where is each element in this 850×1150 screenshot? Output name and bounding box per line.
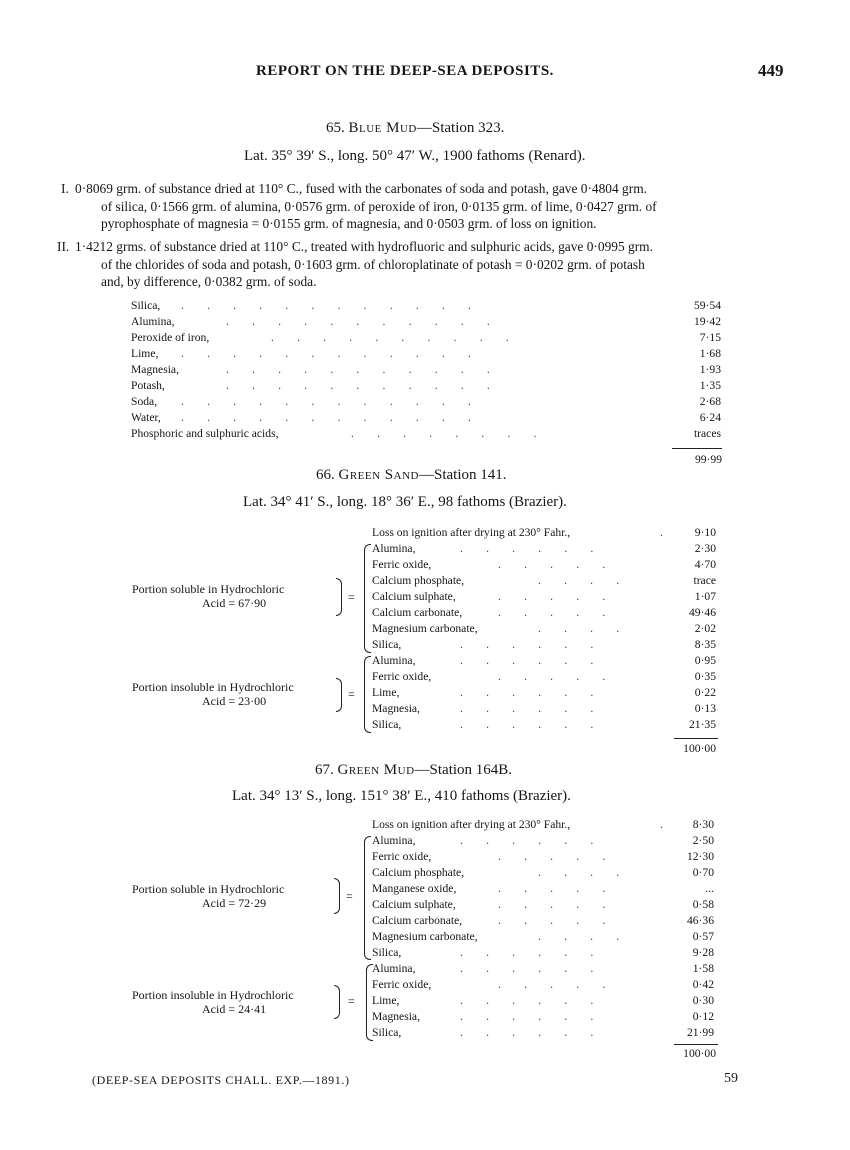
component-value: 0·42 bbox=[692, 978, 714, 991]
section-num: 66. bbox=[316, 467, 335, 483]
component-value: 0·12 bbox=[692, 1010, 714, 1023]
composition-table-67: Loss on ignition after drying at 230° Fahr., . 8·30 Alumina, . . . . . . 2·50 Ferric oxide, . . . . . 12·30 Calcium phosphate, . . . . 0·70 Manganese oxide, . . . . . ... Calcium sulphate, . . . . . 0·58 Calcium carbonate, . . . . . 46·36 Magnesium carbonate, . . . . 0·57 Silica, . . . . . . 9·28 Alumina, . . . . . . 1·58 Ferric oxide, . . . . . 0·42 Lime, . . . . . . 0·30 Magnesia, . . . . . . 0·12 Silica, . . . . . . 21·99 bbox=[372, 818, 714, 1039]
component-value: 19·42 bbox=[693, 315, 721, 328]
component-name: Peroxide of iron, bbox=[131, 331, 210, 344]
section-num: 65. bbox=[326, 120, 345, 136]
insoluble-label-brace bbox=[336, 678, 342, 712]
page-number: 449 bbox=[758, 61, 784, 80]
component-value: 46·36 bbox=[686, 914, 714, 927]
total-value: 100·00 bbox=[683, 742, 716, 755]
component-name: Silica, bbox=[372, 638, 402, 651]
component-name: Silica, bbox=[372, 946, 402, 959]
loss-label: Loss on ignition after drying at 230° Fahr., bbox=[372, 526, 571, 539]
component-name: Alumina, bbox=[372, 962, 416, 975]
component-name: Alumina, bbox=[372, 654, 416, 667]
component-value: 1·58 bbox=[692, 962, 714, 975]
soluble-label-brace bbox=[334, 878, 340, 914]
total-value: 99·99 bbox=[694, 453, 722, 466]
component-value: traces bbox=[693, 427, 721, 440]
component-name: Alumina, bbox=[372, 834, 416, 847]
insoluble-bracket bbox=[366, 964, 373, 1041]
component-name: Magnesium carbonate, bbox=[372, 622, 478, 635]
component-name: Ferric oxide, bbox=[372, 670, 432, 683]
component-value: trace bbox=[693, 574, 716, 587]
section-66-location: Lat. 34° 41′ S., long. 18° 36′ E., 98 fathoms (Brazier). bbox=[243, 494, 567, 510]
component-value: 4·70 bbox=[694, 558, 716, 571]
insoluble-portion-label bbox=[132, 680, 332, 708]
component-value: ... bbox=[705, 882, 714, 895]
total-rule bbox=[674, 738, 718, 739]
component-value: 21·35 bbox=[688, 718, 716, 731]
footer-signature: (DEEP-SEA DEPOSITS CHALL. EXP.—1891.) bbox=[92, 1073, 350, 1087]
component-value: 0·30 bbox=[692, 994, 714, 1007]
component-value: 0·22 bbox=[694, 686, 716, 699]
component-value: 1·93 bbox=[699, 363, 721, 376]
section-name: Blue Mud bbox=[348, 120, 417, 136]
component-value: 2·02 bbox=[694, 622, 716, 635]
portion-label-total: Acid = 67·90 bbox=[202, 596, 267, 610]
section-num: 67. bbox=[315, 762, 334, 778]
composition-table-65: Silica, . . . . . . . . . . . . 59·54 Alumina, . . . . . . . . . . . 19·42 Peroxide of iron, . . . . . . . . . . 7·15 Lime, . . . . . . . . . . . . 1·68 Magnesia, . . . . . . . . . . . 1·93 Potash, . . . . . . . . . . . 1·35 Soda, . . . . . . . . . . . . 2·68 Water, . . . . . . . . . . . . 6·24 Phosphoric and sulphuric acids, . . . . . . . . traces bbox=[131, 299, 721, 440]
component-name: Calcium sulphate, bbox=[372, 898, 456, 911]
component-name: Ferric oxide, bbox=[372, 850, 432, 863]
section-name: Green Sand bbox=[338, 467, 419, 483]
component-name: Magnesia, bbox=[131, 363, 179, 376]
paragraph-line: of the chlorides of soda and potash, 0·1603 grm. of chloroplatinate of potash = 0·0202 grm. of potash bbox=[101, 256, 645, 272]
section-station: —Station 323. bbox=[416, 120, 505, 136]
component-name: Silica, bbox=[131, 299, 161, 312]
analysis-paragraph-1 bbox=[61, 180, 795, 233]
loss-label: Loss on ignition after drying at 230° Fahr., bbox=[372, 818, 571, 831]
paragraph-label: I. bbox=[61, 181, 69, 196]
loss-value: 9·10 bbox=[694, 526, 716, 539]
component-value: 21·99 bbox=[686, 1026, 714, 1039]
insoluble-portion-label bbox=[132, 988, 332, 1016]
equals-sign: = bbox=[346, 889, 353, 903]
soluble-portion-label bbox=[132, 882, 332, 910]
equals-sign: = bbox=[348, 994, 355, 1008]
paragraph-line: of silica, 0·1566 grm. of alumina, 0·0576 grm. of peroxide of iron, 0·0135 grm. of lime, 0·0427 grm. of bbox=[101, 198, 657, 214]
component-value: 9·28 bbox=[692, 946, 714, 959]
component-name: Magnesia, bbox=[372, 1010, 420, 1023]
component-name: Silica, bbox=[372, 1026, 402, 1039]
section-station: —Station 141. bbox=[418, 467, 507, 483]
section-66-title bbox=[316, 467, 507, 484]
component-name: Lime, bbox=[372, 686, 400, 699]
loss-value: 8·30 bbox=[692, 818, 714, 831]
component-value: 59·54 bbox=[693, 299, 721, 312]
component-name: Calcium phosphate, bbox=[372, 574, 465, 587]
total-value: 100·00 bbox=[683, 1047, 716, 1060]
component-value: 2·30 bbox=[694, 542, 716, 555]
component-value: 1·35 bbox=[699, 379, 721, 392]
insoluble-label-brace bbox=[334, 985, 340, 1019]
running-title: REPORT ON THE DEEP-SEA DEPOSITS. bbox=[256, 63, 554, 79]
composition-table-66: Loss on ignition after drying at 230° Fahr., . 9·10 Alumina, . . . . . . 2·30 Ferric oxide, . . . . . 4·70 Calcium phosphate, . . . . trace Calcium sulphate, . . . . . 1·07 Calcium carbonate, . . . . . 49·46 Magnesium carbonate, . . . . 2·02 Silica, . . . . . . 8·35 Alumina, . . . . . . 0·95 Ferric oxide, . . . . . 0·35 Lime, . . . . . . 0·22 Magnesia, . . . . . . 0·13 Silica, . . . . . . 21·35 bbox=[372, 526, 716, 731]
component-value: 0·58 bbox=[692, 898, 714, 911]
paragraph-line: 1·4212 grms. of substance dried at 110° C., treated with hydrofluoric and sulphuric acids, gave 0·0995 grm. bbox=[75, 239, 653, 254]
soluble-portion-label bbox=[132, 582, 332, 610]
component-name: Calcium phosphate, bbox=[372, 866, 465, 879]
section-65-location: Lat. 35° 39′ S., long. 50° 47′ W., 1900 fathoms (Renard). bbox=[244, 148, 586, 164]
component-value: 0·70 bbox=[692, 866, 714, 879]
component-value: 1·07 bbox=[694, 590, 716, 603]
component-value: 6·24 bbox=[699, 411, 721, 424]
section-65-title bbox=[326, 120, 504, 137]
component-name: Ferric oxide, bbox=[372, 978, 432, 991]
total-rule bbox=[672, 448, 722, 449]
section-67-location: Lat. 34° 13′ S., long. 151° 38′ E., 410 fathoms (Brazier). bbox=[232, 788, 571, 804]
signature-mark: 59 bbox=[724, 1071, 738, 1086]
component-name: Calcium sulphate, bbox=[372, 590, 456, 603]
component-name: Potash, bbox=[131, 379, 165, 392]
component-value: 7·15 bbox=[699, 331, 721, 344]
component-value: 0·95 bbox=[694, 654, 716, 667]
equals-sign: = bbox=[348, 590, 355, 604]
paragraph-label: II. bbox=[57, 239, 70, 254]
component-name: Magnesia, bbox=[372, 702, 420, 715]
portion-label-line: Portion insoluble in Hydrochloric bbox=[132, 988, 294, 1002]
paragraph-line: 0·8069 grm. of substance dried at 110° C., fused with the carbonates of soda and potash, gave 0·4804 grm. bbox=[75, 181, 647, 196]
soluble-bracket bbox=[364, 544, 371, 653]
portion-label-total: Acid = 72·29 bbox=[202, 896, 267, 910]
portion-label-line: Portion soluble in Hydrochloric bbox=[132, 882, 285, 896]
component-value: 1·68 bbox=[699, 347, 721, 360]
component-name: Calcium carbonate, bbox=[372, 606, 463, 619]
paragraph-line: and, by difference, 0·0382 grm. of soda. bbox=[101, 274, 317, 289]
total-rule bbox=[674, 1044, 718, 1045]
equals-sign: = bbox=[348, 687, 355, 701]
portion-label-line: Portion insoluble in Hydrochloric bbox=[132, 680, 294, 694]
component-name: Soda, bbox=[131, 395, 158, 408]
portion-label-line: Portion soluble in Hydrochloric bbox=[132, 582, 285, 596]
component-name: Lime, bbox=[372, 994, 400, 1007]
section-name: Green Mud bbox=[337, 762, 415, 778]
component-name: Silica, bbox=[372, 718, 402, 731]
component-name: Manganese oxide, bbox=[372, 882, 457, 895]
component-value: 2·68 bbox=[699, 395, 721, 408]
component-value: 8·35 bbox=[694, 638, 716, 651]
soluble-label-brace bbox=[336, 578, 342, 616]
component-name: Calcium carbonate, bbox=[372, 914, 463, 927]
component-name: Phosphoric and sulphuric acids, bbox=[131, 427, 279, 440]
component-value: 12·30 bbox=[686, 850, 714, 863]
soluble-bracket bbox=[364, 836, 371, 960]
section-station: —Station 164B. bbox=[414, 762, 513, 778]
portion-label-total: Acid = 23·00 bbox=[202, 694, 267, 708]
portion-label-total: Acid = 24·41 bbox=[202, 1002, 267, 1016]
component-name: Lime, bbox=[131, 347, 159, 360]
component-value: 0·13 bbox=[694, 702, 716, 715]
paragraph-line: pyrophosphate of magnesia = 0·0155 grm. of magnesia, and 0·0503 grm. of loss on ignition. bbox=[101, 216, 597, 231]
component-value: 0·35 bbox=[694, 670, 716, 683]
component-name: Alumina, bbox=[372, 542, 416, 555]
component-value: 2·50 bbox=[692, 834, 714, 847]
component-name: Alumina, bbox=[131, 315, 175, 328]
component-name: Magnesium carbonate, bbox=[372, 930, 478, 943]
component-value: 0·57 bbox=[692, 930, 714, 943]
analysis-paragraph-2 bbox=[57, 238, 795, 291]
insoluble-bracket bbox=[364, 656, 371, 733]
component-name: Water, bbox=[131, 411, 161, 424]
component-name: Ferric oxide, bbox=[372, 558, 432, 571]
section-67-title bbox=[315, 762, 512, 779]
component-value: 49·46 bbox=[688, 606, 716, 619]
